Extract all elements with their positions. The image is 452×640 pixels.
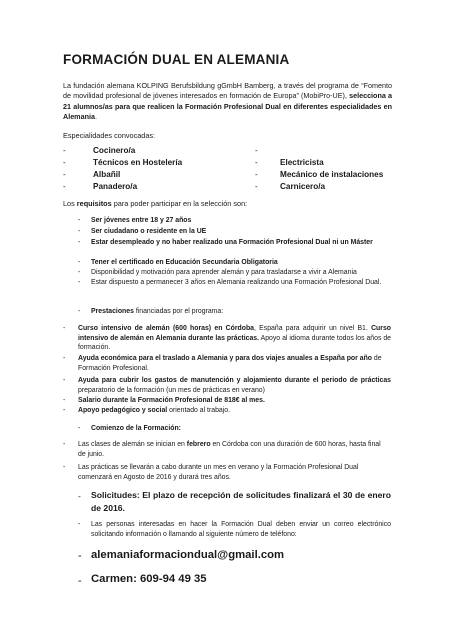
specialty-item: Cocinero/a (93, 146, 136, 155)
list-dash: - (78, 521, 81, 528)
specialty-item: Electricista (280, 158, 324, 167)
benefit-item: Salario durante la Formación Profesional de 818€ al mes. (78, 397, 265, 404)
specialty-item: Albañil (93, 170, 121, 179)
contact-email[interactable]: alemaniaformaciondual@gmail.com (91, 549, 285, 561)
contact-phone[interactable]: Carmen: 609-94 49 35 (91, 573, 207, 585)
benefit-text: , España para adquirir un nivel B1. (254, 325, 368, 332)
list-dash: - (255, 146, 258, 155)
list-dash: - (78, 228, 81, 235)
list-dash: - (63, 146, 66, 155)
requirements-label-pre: Los (63, 199, 77, 208)
benefit-item (78, 376, 391, 395)
requirement-item: Disponibilidad y motivación para aprender alemán y para trasladarse a vivir a Alemania (91, 269, 357, 276)
start-label: Comienzo de la Formación: (91, 425, 181, 432)
list-dash: - (78, 217, 81, 224)
requirement-item: Ser jóvenes entre 18 y 27 años (91, 217, 192, 224)
page-title: FORMACIÓN DUAL EN ALEMANIA (63, 52, 290, 67)
benefits-label-bold: Prestaciones (91, 308, 134, 315)
list-dash: - (78, 575, 82, 587)
requirement-item: Ser ciudadano o residente en la UE (91, 228, 207, 235)
list-dash: - (63, 397, 66, 404)
list-dash: - (78, 239, 81, 246)
list-dash: - (63, 170, 66, 179)
list-dash: - (63, 182, 66, 191)
requirements-label (63, 199, 247, 208)
start-text: Las clases de alemán se inician en (78, 441, 187, 448)
specialties-label: Especialidades convocadas: (63, 131, 156, 140)
benefit-text-bold: Curso intensivo de alemán (600 horas) en Córdoba (78, 325, 254, 332)
list-dash: - (63, 158, 66, 167)
list-dash: - (63, 325, 66, 332)
benefit-text: Apoyo al idioma durante todos los años de formación. (78, 334, 391, 352)
benefit-text: preparatorio de la formación (un mes de prácticas en verano) (78, 386, 265, 394)
list-dash: - (78, 491, 81, 501)
list-dash: - (78, 279, 81, 286)
start-item (78, 440, 388, 459)
benefit-text-bold: Curso intensivo de alemán en Alemania durante las prácticas. (78, 325, 391, 342)
list-dash: - (78, 308, 81, 315)
requirement-item: Tener el certificado en Educación Secundaria Obligatoria (91, 259, 278, 266)
benefit-text-bold: Ayuda para cubrir los gastos de manutención y alojamiento durante el periodo de prácticas (78, 377, 391, 384)
specialty-item: Carnicero/a (280, 182, 326, 191)
intro-highlight: selecciona a 21 alumnos/as para que realicen la Formación Profesional Dual en diferentes especialidades en Alemania (63, 91, 392, 122)
list-dash: - (78, 550, 82, 562)
list-dash: - (78, 259, 81, 266)
benefit-text: orientado al trabajo. (167, 407, 231, 414)
list-dash: - (78, 425, 81, 432)
list-dash: - (255, 170, 258, 179)
specialty-item: Mecánico de instalaciones (280, 170, 384, 179)
specialty-item: Panadero/a (93, 182, 138, 191)
benefit-item (78, 324, 391, 353)
specialty-item: Técnicos en Hostelería (93, 158, 183, 167)
requirement-item: Estar dispuesto a permanecer 3 años en Alemania realizando una Formación Profesional Dual. (91, 279, 382, 286)
list-dash: - (255, 158, 258, 167)
benefit-text-bold: Apoyo pedagógico y social (78, 407, 168, 414)
benefit-text: de Formación Profesional. (78, 355, 382, 372)
list-dash: - (255, 182, 258, 191)
intro-end: . (94, 112, 97, 122)
list-dash: - (63, 355, 66, 362)
intro-paragraph (63, 81, 392, 123)
list-dash: - (63, 464, 66, 471)
benefits-label-rest: financiadas por el programa: (133, 308, 224, 315)
applications-deadline: Solicitudes: El plazo de recepción de solicitudes finalizará el 30 de enero de 2016. (91, 490, 391, 513)
benefit-item (78, 354, 393, 373)
requirement-item: Estar desempleado y no haber realizado una Formación Profesional Dual ni un Máster (91, 239, 373, 246)
list-dash: - (63, 407, 66, 414)
start-text: en Córdoba con una duración de 600 horas, hasta final de junio. (78, 441, 381, 458)
contact-instructions: Las personas interesadas en hacer la Formación Dual deben enviar un correo electrónico solicitando información o llamando al siguiente número de teléfono: (91, 521, 391, 538)
start-text-bold: febrero (186, 441, 211, 448)
list-dash: - (78, 269, 81, 276)
start-item: Las prácticas se llevarán a cabo durante un mes en verano y la Formación Profesional Dual comenzará en Agosto de 2016 y durará tres años. (78, 464, 359, 481)
benefit-text-bold: Ayuda económica para el traslado a Alemania y para dos viajes anuales a España por año (78, 355, 372, 362)
list-dash: - (63, 441, 66, 448)
requirements-label-post: para poder participar en la selección son: (111, 199, 248, 208)
intro-text: La fundación alemana KOLPING Berufsbildung gGmbH Bamberg, a través del programa de “Fomento de movilidad profesional de jóvenes interesados en formación de Europa” (MobiPro-UE), (63, 81, 392, 101)
benefit-item (78, 406, 391, 416)
list-dash: - (63, 377, 66, 384)
benefits-label (91, 307, 223, 317)
requirements-label-bold: requisitos (76, 199, 112, 208)
